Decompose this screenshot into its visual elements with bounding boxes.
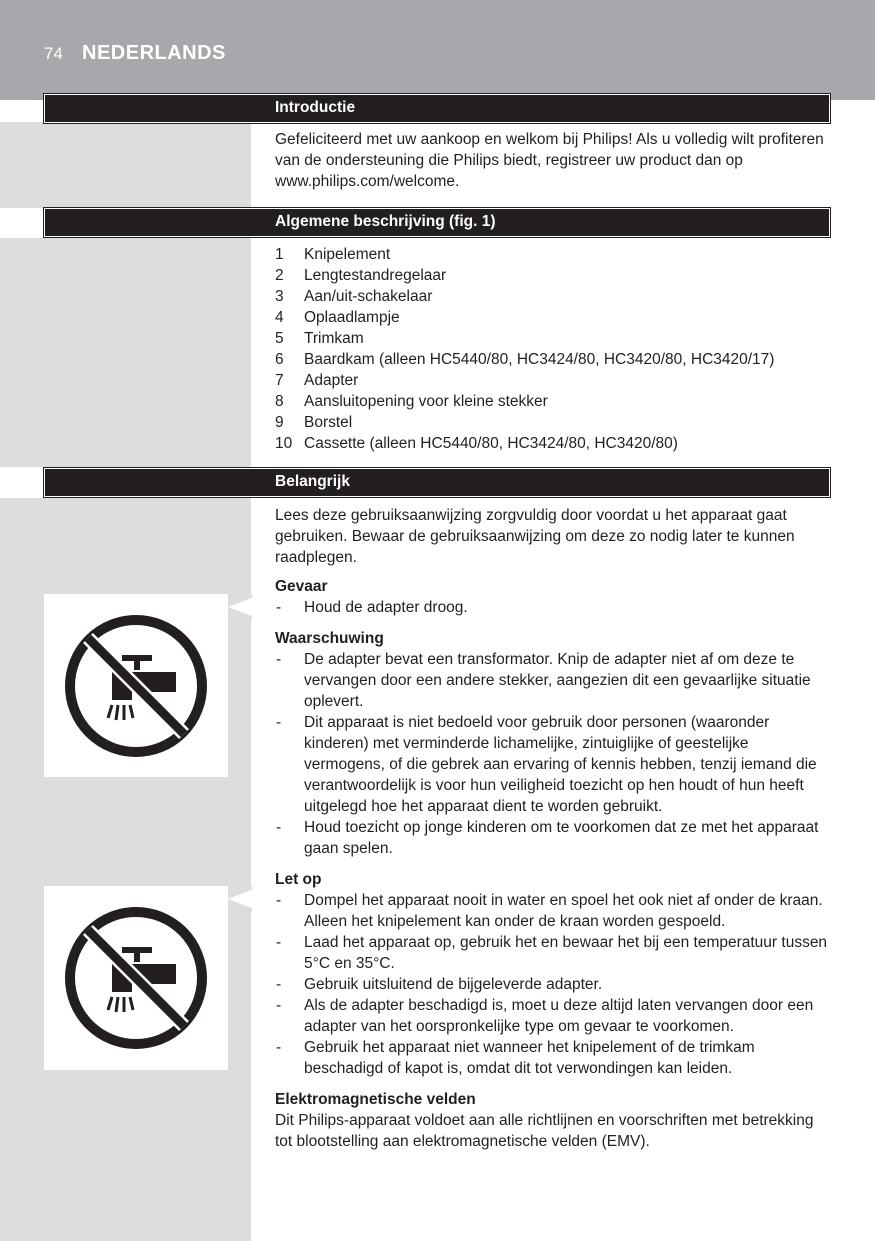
part-number: 5 [275, 330, 284, 347]
caution-heading: Let op [275, 871, 322, 888]
section-bar-algemene-beschrijving [44, 208, 830, 237]
bullet-dash: - [276, 892, 282, 909]
intro-paragraph: Gefeliciteerd met uw aankoop en welkom bij Philips! Als u volledig wilt profiteren van de ondersteuning die Philips biedt, registreer uw product dan op www.philips.com/welcome. [275, 131, 824, 190]
part-label: Oplaadlampje [304, 309, 400, 326]
section-bar-introductie [44, 94, 830, 123]
parts-list [275, 244, 830, 454]
part-label: Aan/uit-schakelaar [304, 288, 433, 305]
part-label: Cassette (alleen HC5440/80, HC3424/80, HC3420/80) [304, 435, 678, 452]
danger-list [275, 597, 830, 618]
part-number: 9 [275, 414, 284, 431]
part-number: 1 [275, 246, 284, 263]
part-list-item [275, 433, 830, 454]
part-list-item [275, 265, 830, 286]
part-number: 8 [275, 393, 284, 410]
part-label: Lengtestandregelaar [304, 267, 447, 284]
bullet-dash: - [276, 714, 282, 731]
emf-paragraph: Dit Philips-apparaat voldoet aan alle richtlijnen en voorschriften met betrekking tot blootstelling aan elektromagnetische velden (EMV). [275, 1112, 814, 1150]
part-label: Aansluitopening voor kleine stekker [304, 393, 548, 410]
caution-list-item [275, 932, 830, 974]
danger-item-text: Houd de adapter droog. [304, 599, 468, 616]
warning-heading: Waarschuwing [275, 630, 384, 647]
part-list-item [275, 349, 830, 370]
caution-item-text: Als de adapter beschadigd is, moet u deze altijd laten vervangen door een adapter van het oorspronkelijke type om gevaar te voorkomen. [304, 997, 814, 1035]
bullet-dash: - [276, 599, 282, 616]
section-title: Introductie [275, 99, 356, 116]
caution-list-item [275, 995, 830, 1037]
part-list-item [275, 370, 830, 391]
important-intro: Lees deze gebruiksaanwijzing zorgvuldig door voordat u het apparaat gaat gebruiken. Bewaar de gebruiksaanwijzing om deze zo nodig later te kunnen raadplegen. [275, 507, 795, 566]
warning-item-text: Dit apparaat is niet bedoeld voor gebruik door personen (waaronder kinderen) met verminderde lichamelijke, zintuiglijke of geestelijke vermogens, of die gebrek aan ervaring of kennis hebben, tenzij iemand die verantwoordelijk is voor hun veiligheid toezicht op hen houdt of hun heeft uitgelegd hoe het apparaat dient te worden gebruikt. [304, 714, 817, 815]
part-number: 3 [275, 288, 284, 305]
intro-text [275, 129, 830, 192]
caution-item-text: Dompel het apparaat nooit in water en spoel het ook niet af onder de kraan. Alleen het knipelement kan onder de kraan worden gespoeld. [304, 892, 823, 930]
part-number: 4 [275, 309, 284, 326]
header-band [0, 0, 875, 100]
bullet-dash: - [276, 1039, 282, 1056]
no-water-tap-icon [44, 594, 228, 777]
part-list-item [275, 391, 830, 412]
part-label: Adapter [304, 372, 359, 389]
bullet-dash: - [276, 976, 282, 993]
part-list-item [275, 412, 830, 433]
part-list-item [275, 244, 830, 265]
caution-list [275, 890, 830, 1079]
caution-list-item [275, 1037, 830, 1079]
part-list-item [275, 286, 830, 307]
part-label: Borstel [304, 414, 353, 431]
warning-list-item [275, 649, 830, 712]
section-title: Belangrijk [275, 473, 350, 490]
warning-item-text: Houd toezicht op jonge kinderen om te voorkomen dat ze met het apparaat gaan spelen. [304, 819, 819, 857]
part-number: 10 [275, 435, 293, 452]
emf-heading: Elektromagnetische velden [275, 1091, 476, 1108]
bullet-dash: - [276, 934, 282, 951]
part-list-item [275, 328, 830, 349]
important-content [275, 505, 830, 1152]
bullet-dash: - [276, 997, 282, 1014]
no-water-tap-icon [44, 886, 228, 1070]
part-number: 7 [275, 372, 284, 389]
section-bar-belangrijk [44, 468, 830, 497]
no-water-tap-icon-box [44, 594, 228, 777]
part-list-item [275, 307, 830, 328]
bullet-dash: - [276, 819, 282, 836]
danger-heading: Gevaar [275, 578, 328, 595]
section-title: Algemene beschrijving (fig. 1) [275, 213, 496, 230]
caution-item-text: Gebruik het apparaat niet wanneer het knipelement of de trimkam beschadigd of kapot is, omdat dit tot verwondingen kan leiden. [304, 1039, 755, 1077]
part-label: Trimkam [304, 330, 364, 347]
part-label: Knipelement [304, 246, 391, 263]
page-number: 74 [44, 44, 63, 63]
caution-item-text: Gebruik uitsluitend de bijgeleverde adapter. [304, 976, 603, 993]
danger-list-item [275, 597, 830, 618]
warning-list-item [275, 817, 830, 859]
caution-list-item [275, 974, 830, 995]
page-language-title: NEDERLANDS [82, 42, 226, 64]
no-water-tap-icon-box [44, 886, 228, 1070]
parts-list-block [275, 244, 830, 454]
warning-item-text: De adapter bevat een transformator. Knip de adapter niet af om deze te vervangen door een andere stekker, aangezien dit een gevaarlijke situatie oplevert. [304, 651, 811, 710]
pointer-arrow [228, 597, 254, 617]
part-number: 2 [275, 267, 284, 284]
caution-list-item [275, 890, 830, 932]
part-label: Baardkam (alleen HC5440/80, HC3424/80, HC3420/80, HC3420/17) [304, 351, 775, 368]
warning-list-item [275, 712, 830, 817]
part-number: 6 [275, 351, 284, 368]
caution-item-text: Laad het apparaat op, gebruik het en bewaar het bij een temperatuur tussen 5°C en 35°C. [304, 934, 828, 972]
bullet-dash: - [276, 651, 282, 668]
pointer-arrow [228, 889, 254, 909]
warning-list [275, 649, 830, 859]
